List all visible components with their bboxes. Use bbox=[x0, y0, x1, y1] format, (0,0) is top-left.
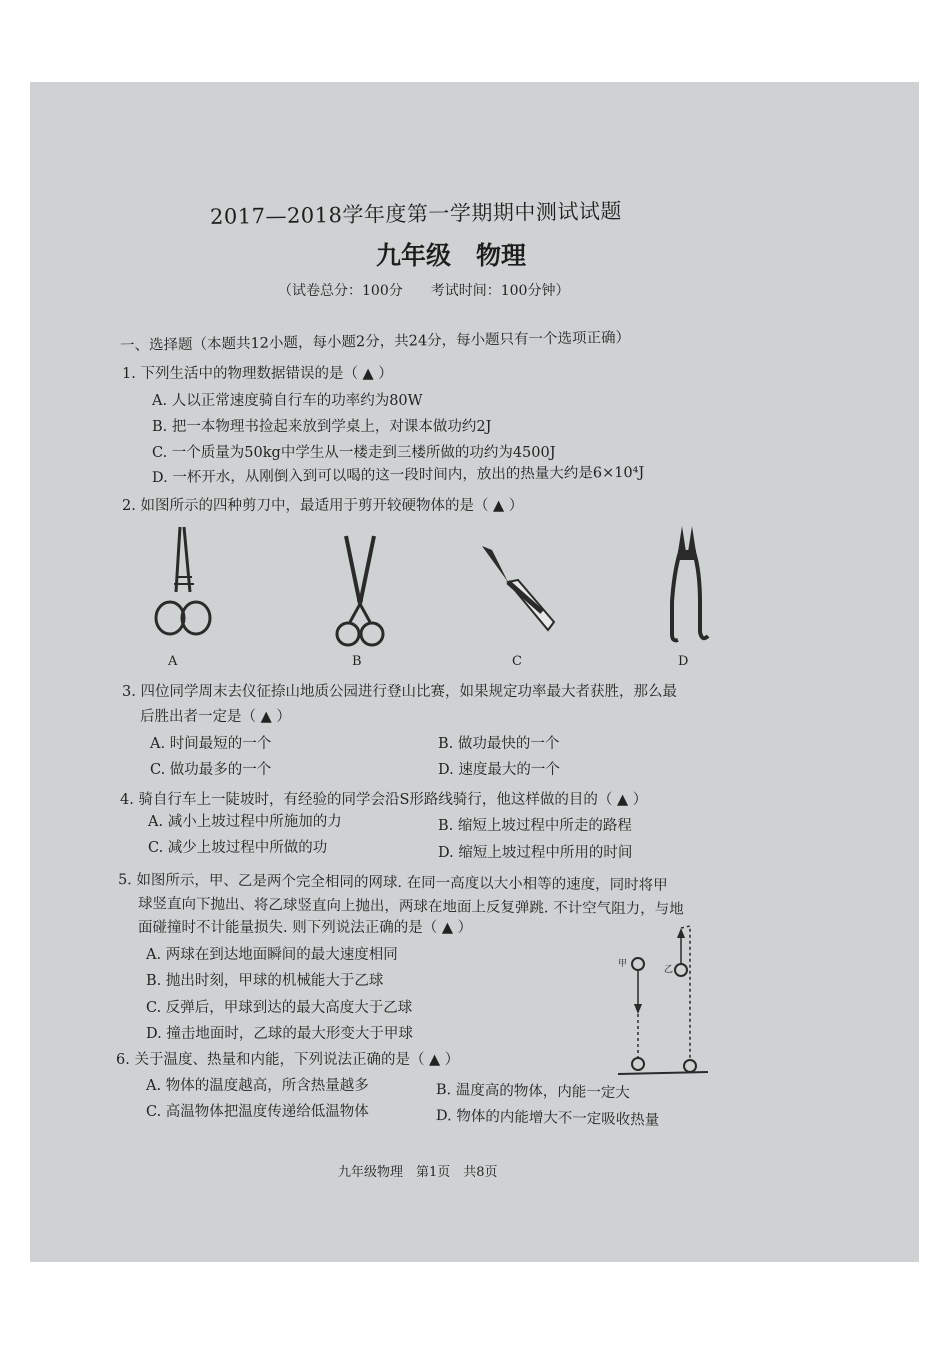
scissors-d-label: D bbox=[678, 654, 689, 669]
question-3-option-b: B. 做功最快的一个 bbox=[438, 736, 560, 752]
question-5-option-b: B. 抛出时刻，甲球的机械能大于乙球 bbox=[146, 973, 384, 989]
scissors-a-label: A bbox=[168, 654, 178, 669]
scissors-b-label: B bbox=[352, 654, 362, 669]
question-3-stem-line2: 后胜出者一定是（ ▲ ） bbox=[140, 709, 291, 725]
section-header: 一、选择题（本题共12小题，每小题2分，共24分，每小题只有一个选项正确） bbox=[119, 329, 631, 354]
exam-paper bbox=[30, 82, 919, 1262]
question-3-option-d: D. 速度最大的一个 bbox=[438, 762, 560, 778]
scissors-b-figure bbox=[330, 534, 390, 649]
scissors-c-figure bbox=[478, 542, 558, 637]
question-5-stem-line3: 面碰撞时不计能量损失. 则下列说法正确的是（ ▲ ） bbox=[138, 920, 473, 936]
question-6-option-c: C. 高温物体把温度传递给低温物体 bbox=[146, 1104, 369, 1120]
question-6-option-a: A. 物体的温度越高，所含热量越多 bbox=[146, 1078, 369, 1094]
question-3-option-a: A. 时间最短的一个 bbox=[150, 736, 272, 752]
question-4-option-a: A. 减小上坡过程中所施加的力 bbox=[148, 814, 342, 830]
question-1-option-b: B. 把一本物理书捡起来放到学桌上，对课本做功约2J bbox=[152, 419, 492, 435]
question-4-option-b: B. 缩短上坡过程中所走的路程 bbox=[438, 818, 632, 834]
scissors-a-figure bbox=[150, 522, 220, 642]
question-3-option-c: C. 做功最多的一个 bbox=[150, 762, 272, 778]
question-6-option-b: B. 温度高的物体，内能一定大 bbox=[435, 1082, 630, 1102]
exam-subtitle: 九年级 物理 bbox=[376, 241, 527, 270]
question-1-option-c: C. 一个质量为50kg中学生从一楼走到三楼所做的功约为4500J bbox=[152, 445, 556, 461]
question-1-stem: 1. 下列生活中的物理数据错误的是（ ▲ ） bbox=[122, 366, 393, 382]
question-2-stem: 2. 如图所示的四种剪刀中，最适用于剪开较硬物体的是（ ▲ ） bbox=[122, 498, 524, 514]
question-5-stem-line2: 球竖直向下抛出、将乙球竖直向上抛出，两球在地面上反复弹跳. 不计空气阻力，与地 bbox=[137, 896, 684, 918]
question-5-stem-line1: 5. 如图所示，甲、乙是两个完全相同的网球. 在同一高度以大小相等的速度，同时将甲 bbox=[117, 872, 668, 894]
question-4-option-d: D. 缩短上坡过程中所用的时间 bbox=[438, 845, 633, 861]
question-6-stem: 6. 关于温度、热量和内能，下列说法正确的是（ ▲ ） bbox=[116, 1052, 460, 1068]
exam-title: 2017—2018学年度第一学期期中测试试题 bbox=[209, 199, 623, 229]
exam-info: （试卷总分：100分 考试时间：100分钟） bbox=[278, 283, 570, 299]
question-4-option-c: C. 减少上坡过程中所做的功 bbox=[148, 840, 328, 856]
fig-label-jia: 甲 bbox=[618, 959, 628, 969]
question-4-stem: 4. 骑自行车上一陡坡时，有经验的同学会沿S形路线骑行，他这样做的目的（ ▲ ） bbox=[120, 792, 648, 808]
scissors-d-figure bbox=[662, 522, 712, 647]
question-5-option-c: C. 反弹后，甲球到达的最大高度大于乙球 bbox=[146, 1000, 413, 1016]
question-5-option-d: D. 撞击地面时，乙球的最大形变大于甲球 bbox=[146, 1026, 413, 1042]
balls-figure bbox=[608, 920, 718, 1080]
question-1-option-a: A. 人以正常速度骑自行车的功率约为80W bbox=[152, 393, 423, 409]
fig-label-yi: 乙 bbox=[664, 965, 674, 975]
question-3-stem-line1: 3. 四位同学周末去仪征捺山地质公园进行登山比赛，如果规定功率最大者获胜，那么最 bbox=[122, 684, 677, 700]
question-5-option-a: A. 两球在到达地面瞬间的最大速度相同 bbox=[146, 947, 398, 963]
scissors-c-label: C bbox=[512, 654, 522, 669]
question-1-option-d: D. 一杯开水，从刚倒入到可以喝的这一段时间内，放出的热量大约是6×10⁴J bbox=[151, 464, 645, 486]
question-6-option-d: D. 物体的内能增大不一定吸收热量 bbox=[435, 1108, 660, 1129]
page-footer: 九年级物理 第1页 共8页 bbox=[338, 1165, 498, 1180]
